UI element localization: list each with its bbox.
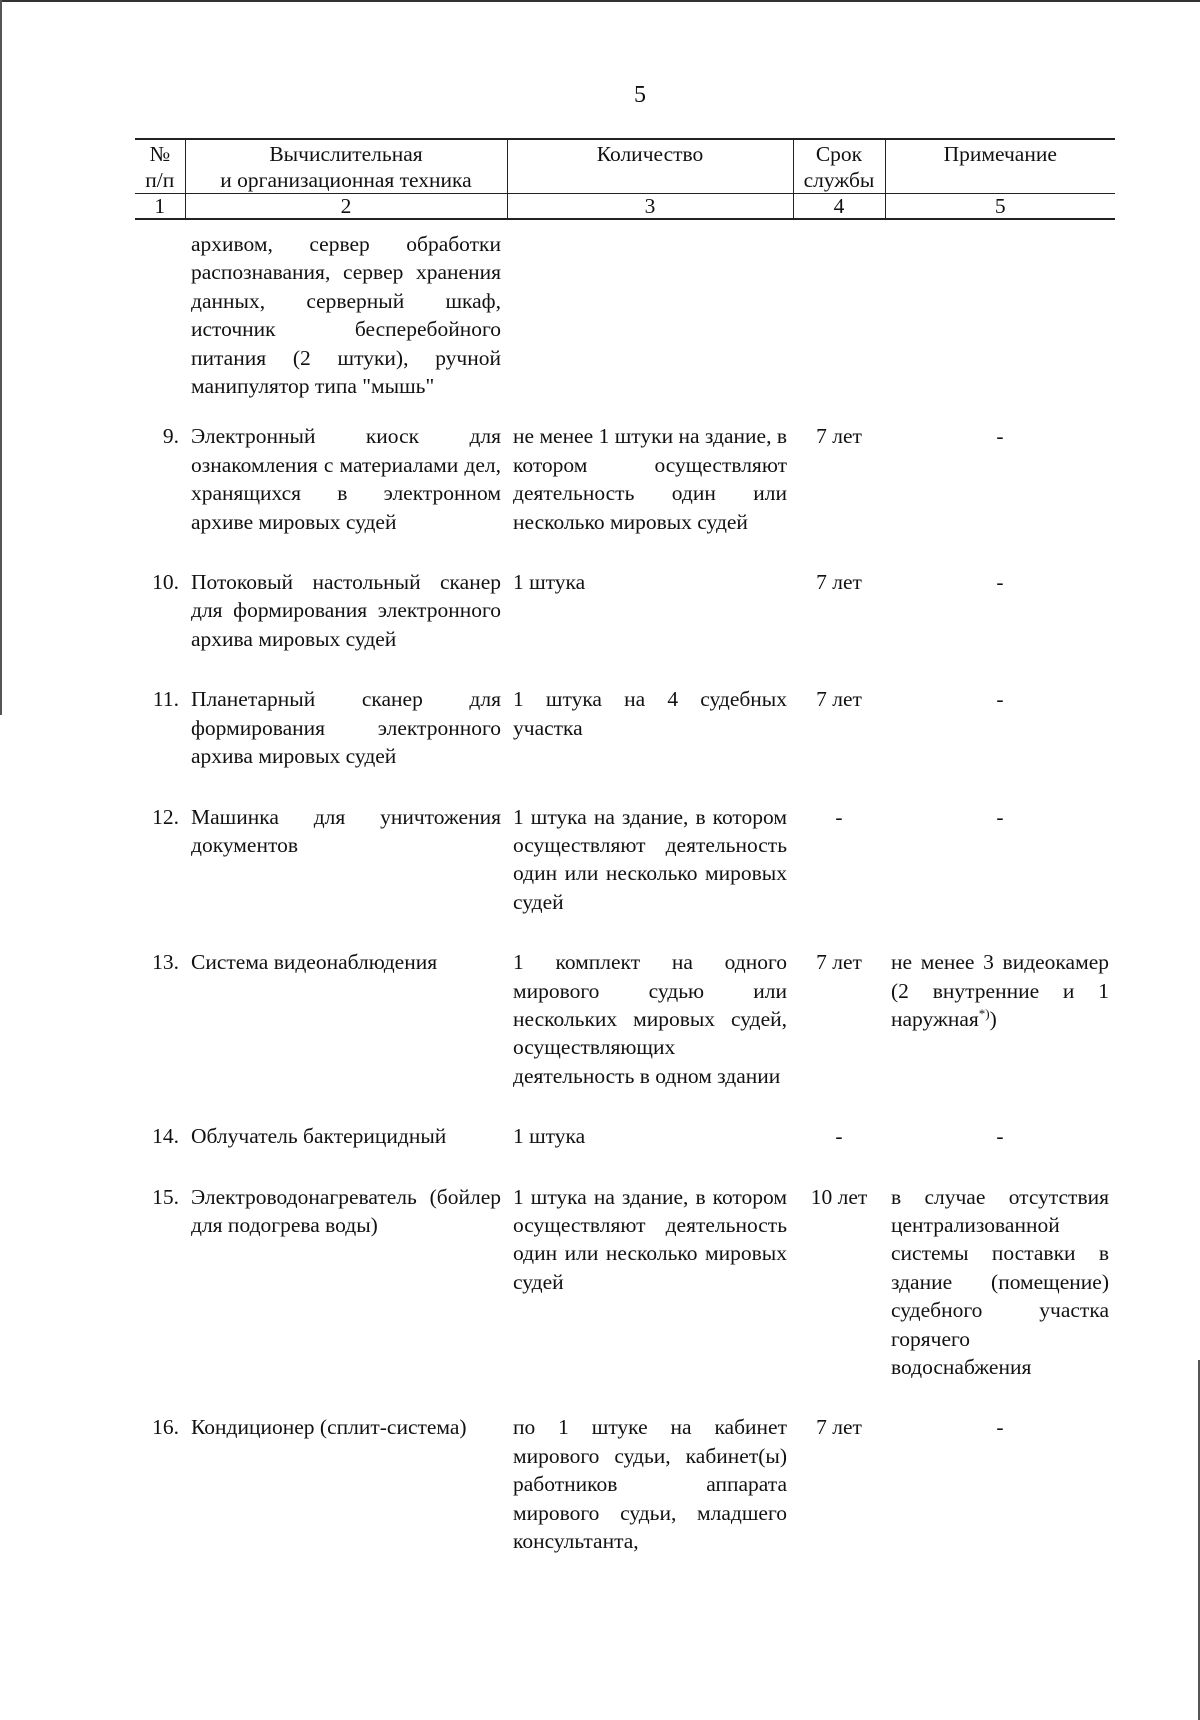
equipment-table: [135, 138, 1115, 1587]
row-name: архивом, сервер обработки распознавания, сервер хранения данных, серверный шкаф, источник бесперебойного питания (2 штуки), ручной манипулятор типа "мышь": [191, 232, 501, 399]
row-note: в случае отсутствия централизованной системы поставки в здание (помещение) судебного участка горячего водоснабжения: [891, 1184, 1109, 1379]
row-name: Облучатель бактерицидный: [191, 1124, 447, 1149]
column-number: 2: [185, 194, 507, 220]
row-qty: не менее 1 штуки на здание, в котором осуществляют деятельность один или несколько мировых судей: [513, 424, 787, 534]
row-term: -: [835, 1124, 843, 1149]
header-service-life: Срок службы: [793, 139, 885, 194]
row-note: -: [996, 687, 1004, 712]
column-number: 4: [793, 194, 885, 220]
row-num: 15.: [152, 1184, 179, 1209]
table-row: [135, 1183, 1115, 1414]
row-term: 10 лет: [810, 1184, 868, 1209]
table-row-continuation: [135, 219, 1115, 422]
footnote-marker: *): [978, 1005, 990, 1021]
row-name: Потоковый настольный сканер для формирования электронного архива мировых судей: [191, 570, 501, 651]
row-note: -: [996, 424, 1004, 449]
row-qty: 1 штука: [513, 570, 586, 595]
row-qty: [507, 219, 793, 422]
column-number: 5: [885, 194, 1115, 220]
row-term: 7 лет: [816, 570, 862, 595]
row-note: -: [996, 1124, 1004, 1149]
column-number: 1: [135, 194, 185, 220]
row-qty: 1 комплект на одного мирового судью или нескольких мировых судей, осуществляющих деятельность в одном здании: [513, 950, 787, 1088]
row-qty: 1 штука на 4 судебных участка: [513, 687, 787, 740]
scan-top-edge: [0, 0, 1200, 2]
table-header-row: [135, 139, 1115, 194]
header-equipment: Вычислительная и организационная техника: [185, 139, 507, 194]
table-row: [135, 803, 1115, 949]
row-num: 14.: [152, 1124, 179, 1149]
row-term: 7 лет: [816, 1415, 862, 1440]
row-num: 16.: [152, 1415, 179, 1440]
row-num: 10.: [152, 570, 179, 595]
row-term: -: [835, 804, 843, 829]
table-row: [135, 422, 1115, 568]
header-note: Примечание: [885, 139, 1115, 194]
header-quantity: Количество: [507, 139, 793, 194]
row-note-end: ): [989, 1006, 997, 1031]
row-num: 11.: [152, 687, 179, 712]
row-term: 7 лет: [816, 950, 862, 975]
row-note: -: [996, 1415, 1004, 1440]
row-name: Машинка для уничтожения документов: [191, 804, 501, 857]
column-number: 3: [507, 194, 793, 220]
row-qty: по 1 штуке на кабинет мирового судьи, кабинет(ы) работников аппарата мирового судьи, младшего консультанта,: [513, 1415, 787, 1554]
row-term: 7 лет: [816, 687, 862, 712]
header-num: № п/п: [135, 139, 185, 194]
table-row: [135, 1122, 1115, 1182]
row-note: [885, 219, 1115, 422]
row-name: Планетарный сканер для формирования электронного архива мировых судей: [191, 687, 501, 769]
row-qty: 1 штука на здание, в котором осуществляют деятельность один или несколько мировых судей: [513, 1184, 787, 1294]
column-number-row: [135, 194, 1115, 220]
table-row: [135, 568, 1115, 685]
row-term: [793, 219, 885, 422]
table-row: [135, 1413, 1115, 1587]
row-name: Электроводонагреватель (бойлер для подогрева воды): [191, 1184, 501, 1237]
row-note: -: [996, 570, 1004, 595]
row-num: [135, 219, 185, 422]
row-note-text: не менее 3 видеокамер (2 внутренние и 1 наружная: [891, 950, 1109, 1031]
row-term: 7 лет: [816, 424, 862, 449]
row-name: Система видеонаблюдения: [191, 950, 438, 975]
table-row: [135, 685, 1115, 802]
row-num: 13.: [152, 950, 179, 975]
row-qty: 1 штука на здание, в котором осуществляют деятельность один или несколько мировых судей: [513, 804, 787, 914]
row-note: [885, 948, 1115, 1122]
page-number: 5: [634, 82, 646, 108]
row-num: 12.: [152, 804, 179, 829]
row-note: -: [996, 804, 1004, 829]
row-num: 9.: [162, 424, 179, 449]
table-row: [135, 948, 1115, 1122]
row-qty: 1 штука: [513, 1124, 586, 1149]
row-name: Электронный киоск для ознакомления с материалами дел, хранящихся в электронном архиве мировых судей: [191, 424, 501, 534]
row-name: Кондиционер (сплит-система): [191, 1415, 467, 1440]
